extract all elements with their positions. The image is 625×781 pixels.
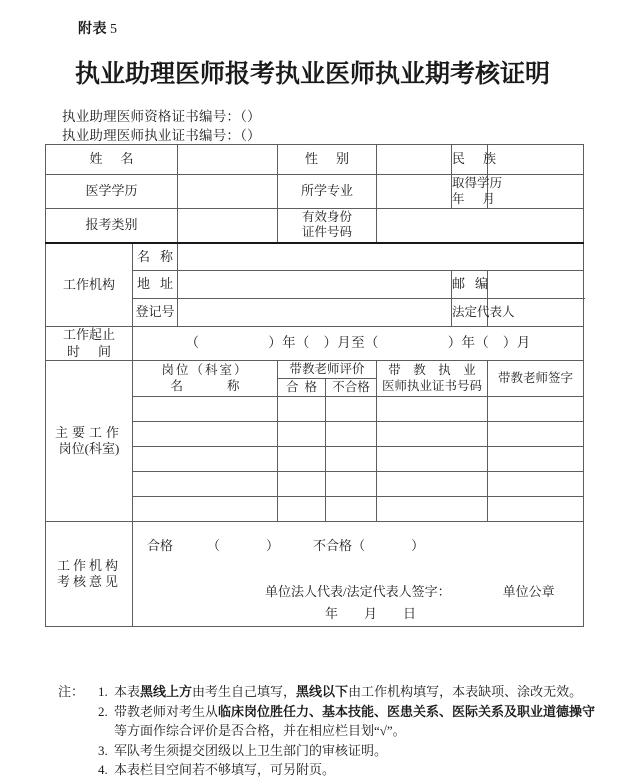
name-label-char2: 名 — [120, 151, 134, 167]
qualification-cert-number-line: 执业助理医师资格证书编号：（） — [62, 109, 261, 124]
postcode-label-char1: 邮 — [452, 276, 466, 292]
note-text: 由考生自己填写， — [192, 684, 297, 699]
note-number: 4. — [98, 762, 108, 777]
note-item — [98, 682, 603, 702]
assessment-fail-label: 不合格 — [313, 537, 353, 553]
ethnicity-label-char1: 民 — [452, 151, 466, 167]
position-fail-value[interactable] — [326, 447, 377, 472]
main-positions-label-line2: 岗位(科室) — [58, 441, 120, 456]
notes-section — [58, 682, 603, 780]
position-signature-value[interactable] — [488, 447, 584, 472]
id-number-label-line1: 有效身份 — [301, 209, 352, 224]
note-item — [98, 702, 603, 741]
position-signature-value[interactable] — [488, 422, 584, 447]
table-row-institution-name — [46, 243, 584, 271]
position-pass-value[interactable] — [278, 397, 326, 422]
postcode-label — [452, 271, 488, 299]
assessment-signature-row — [133, 554, 583, 600]
position-license-value[interactable] — [377, 472, 488, 497]
institution-name-label-char2: 称 — [160, 248, 174, 264]
major-value[interactable] — [377, 175, 452, 209]
address-label-char1: 地 — [136, 276, 150, 292]
note-number: 1. — [98, 684, 108, 699]
evaluation-pass-header — [278, 379, 326, 397]
table-row-education — [46, 175, 584, 209]
name-label-char1: 姓 — [89, 151, 103, 167]
assessment-opinion-label-line1: 工作机构 — [56, 557, 121, 573]
assessment-opinion-body — [133, 522, 584, 627]
ethnicity-value[interactable] — [488, 145, 584, 175]
note-text: 本表栏目空间若不够填写，可另附页。 — [114, 762, 336, 777]
main-positions-label — [46, 361, 133, 522]
assessment-fail-checkbox[interactable]: （ ） — [352, 537, 425, 553]
position-pass-value[interactable] — [278, 472, 326, 497]
evaluation-pass-char1: 合 — [285, 379, 299, 394]
institution-name-value[interactable] — [178, 243, 584, 271]
work-period-label — [46, 327, 133, 361]
position-signature-value[interactable] — [488, 497, 584, 522]
note-text: 军队考生须提交团级以上卫生部门的审核证明。 — [114, 742, 388, 758]
note-emphasis: 临床岗位胜任力、基本技能、医患关系、医际关系及职业道德操守 — [218, 703, 596, 719]
gender-label-char2: 别 — [336, 151, 350, 167]
notes-list — [58, 682, 603, 780]
teacher-evaluation-group-header: 带教老师评价 — [278, 361, 377, 379]
work-period-label-line1: 工作起止 — [62, 327, 115, 343]
assessment-opinion-label-line2: 考核意见 — [56, 574, 121, 589]
legal-rep-signature-label[interactable]: 单位法人代表/法定代表人签字： — [265, 583, 451, 599]
license-number-header — [377, 361, 488, 397]
name-label — [46, 145, 178, 175]
position-name-value[interactable] — [133, 472, 278, 497]
address-label-char2: 址 — [160, 276, 174, 292]
table-row-work-period — [46, 327, 584, 361]
note-text: 带教老师对考生从 — [114, 703, 219, 719]
notes-prefix: 注： — [58, 684, 85, 699]
assessment-pass-label: 合格 — [147, 537, 174, 553]
position-name-char2: 称 — [227, 378, 240, 393]
registration-number-label: 登记号 — [133, 299, 178, 327]
official-seal-label: 单位公章 — [502, 583, 555, 599]
position-name-value[interactable] — [133, 447, 278, 472]
degree-date-label — [452, 175, 503, 209]
education-label: 医学学历 — [46, 175, 178, 209]
assessment-pass-checkbox[interactable]: （ ） — [207, 537, 280, 553]
table-row-name — [46, 145, 584, 175]
ethnicity-label-char2: 族 — [483, 151, 497, 167]
note-item — [98, 741, 603, 761]
note-text: 本表 — [114, 684, 141, 699]
note-emphasis: 黑线上方 — [140, 684, 193, 699]
id-number-value[interactable] — [377, 209, 584, 243]
position-signature-value[interactable] — [488, 472, 584, 497]
position-license-value[interactable] — [377, 447, 488, 472]
address-value[interactable] — [178, 271, 452, 299]
page-title: 执业助理医师报考执业医师执业期考核证明 — [74, 61, 550, 88]
legal-representative-label: 法定代表人 — [452, 299, 488, 327]
degree-date-year-char: 年 — [452, 191, 465, 206]
table-row-assessment-opinion — [46, 522, 584, 627]
table-row-exam-category — [46, 209, 584, 243]
degree-date-month-char: 月 — [482, 191, 496, 206]
position-name-value[interactable] — [133, 497, 278, 522]
position-fail-value[interactable] — [326, 472, 377, 497]
certificate-table — [45, 144, 584, 627]
attachment-label — [78, 18, 118, 38]
position-name-header-line1: 岗位（科室） — [161, 362, 249, 377]
note-number: 3. — [98, 742, 108, 758]
work-institution-label: 工作机构 — [46, 243, 133, 327]
work-period-label-char2: 间 — [98, 343, 112, 359]
work-period-value[interactable]: （ ）年（ ）月至（ ）年（ ）月 — [133, 327, 584, 361]
evaluation-fail-header: 不合格 — [326, 379, 377, 397]
assessment-date-row[interactable] — [325, 600, 583, 622]
position-pass-value[interactable] — [278, 497, 326, 522]
gender-value[interactable] — [377, 145, 452, 175]
major-label: 所学专业 — [278, 175, 377, 209]
note-text: 由工作机构填写，本表缺项、涂改无效。 — [348, 684, 583, 699]
note-text: 等方面作综合评价是否合格，并在相应栏目划“√”。 — [114, 723, 406, 738]
date-day-label: 日 — [403, 606, 417, 622]
position-pass-value[interactable] — [278, 447, 326, 472]
date-month-label: 月 — [364, 606, 378, 622]
exam-category-label: 报考类别 — [46, 209, 178, 243]
postcode-value[interactable] — [488, 271, 584, 299]
work-period-label-line2 — [46, 344, 132, 360]
education-value[interactable] — [178, 175, 278, 209]
teacher-signature-header: 带教老师签字 — [488, 361, 584, 397]
position-name-header — [133, 361, 278, 397]
position-fail-value[interactable] — [326, 497, 377, 522]
note-number: 2. — [98, 703, 108, 719]
note-emphasis: 黑线以下 — [296, 684, 349, 699]
position-fail-value[interactable] — [326, 422, 377, 447]
position-license-value[interactable] — [377, 397, 488, 422]
ethnicity-label — [452, 145, 497, 175]
note-item — [98, 760, 603, 780]
position-name-char1: 名 — [170, 378, 183, 393]
registration-number-value[interactable] — [178, 299, 452, 327]
practice-cert-number-line: 执业助理医师执业证书编号：（） — [62, 128, 261, 143]
work-period-label-char1: 时 — [66, 343, 80, 359]
exam-category-value[interactable] — [178, 209, 278, 243]
position-fail-value[interactable] — [326, 397, 377, 422]
gender-label-char1: 性 — [304, 151, 318, 167]
evaluation-pass-char2: 格 — [304, 379, 318, 394]
position-name-header-line2 — [133, 379, 277, 395]
institution-name-label-char1: 名 — [136, 248, 150, 264]
gender-label — [278, 145, 377, 175]
assessment-result-options — [133, 526, 583, 554]
degree-date-label-line2 — [452, 191, 496, 208]
degree-date-label-line1: 取得学历 — [452, 175, 503, 190]
address-label — [133, 271, 178, 299]
main-positions-label-line1: 主要工作 — [54, 424, 123, 440]
position-pass-value[interactable] — [278, 422, 326, 447]
position-license-value[interactable] — [377, 422, 488, 447]
table-row-positions-header — [46, 361, 584, 379]
postcode-label-char2: 编 — [475, 276, 489, 292]
position-license-value[interactable] — [377, 497, 488, 522]
position-name-value[interactable] — [133, 397, 278, 422]
license-number-header-line2: 医师执业证书号码 — [381, 378, 482, 393]
license-number-header-line1: 带 教 执 业 — [388, 362, 476, 377]
assessment-opinion-label — [46, 522, 133, 627]
date-year-label: 年 — [325, 606, 339, 622]
attachment-label-text: 附表 — [78, 22, 107, 37]
position-signature-value[interactable] — [488, 397, 584, 422]
attachment-number: 5 — [110, 22, 118, 37]
name-value[interactable] — [178, 145, 278, 175]
institution-name-label — [133, 243, 178, 271]
position-name-value[interactable] — [133, 422, 278, 447]
id-number-label-line2: 证件号码 — [301, 225, 352, 240]
id-number-label — [278, 209, 377, 243]
